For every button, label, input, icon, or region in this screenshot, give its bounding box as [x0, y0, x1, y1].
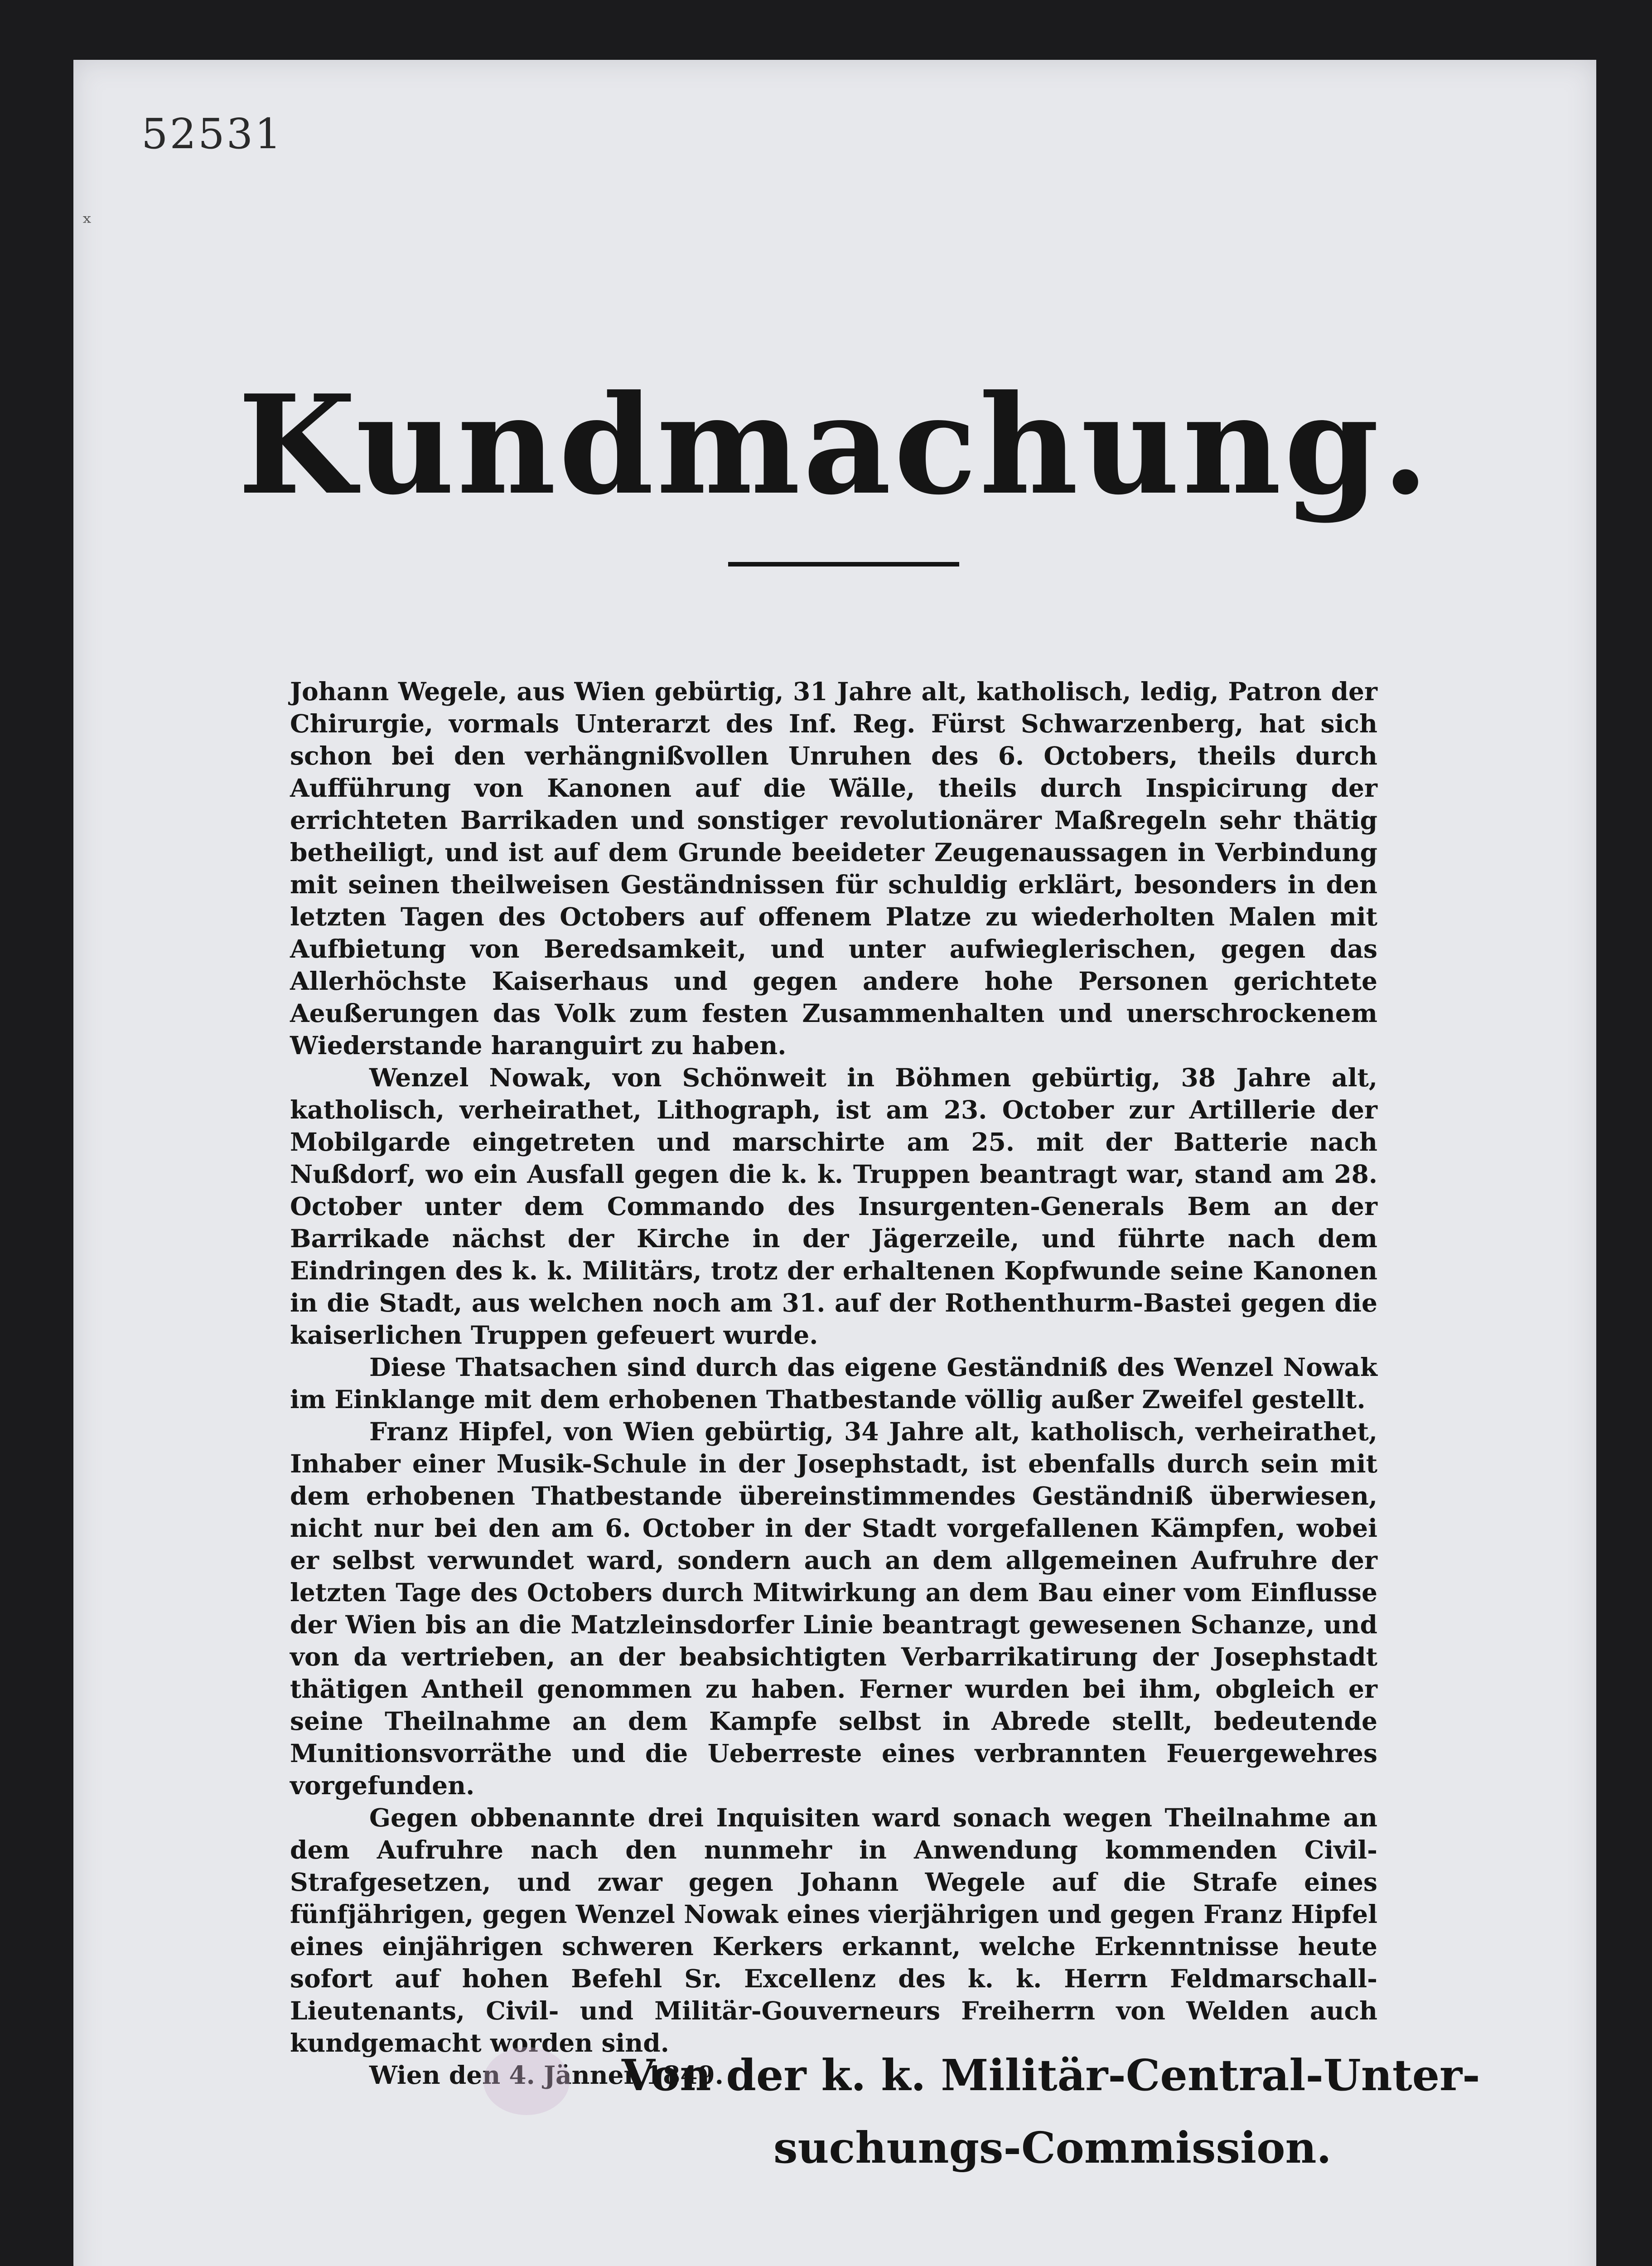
poster-sheet	[73, 60, 1596, 2266]
date-line: Wien den 4. Jänner 1849.	[369, 2060, 724, 2090]
proclamation-body	[290, 675, 1377, 2091]
paragraph-nowak-confession: Diese Thatsachen sind durch das eigene Geständniß des Wenzel Nowak im Einklange mit dem erhobenen Thatbestande völlig außer Zweifel gestellt.	[290, 1352, 1377, 1414]
paragraph-wegele: Johann Wegele, aus Wien gebürtig, 31 Jahre alt, katholisch, ledig, Patron der Chirurgie, vormals Unterarzt des Inf. Reg. Fürst Schwarzenberg, hat sich schon bei den verhängnißvollen Unruhen des 6. Octobers, theils durch Aufführung von Kanonen auf die Wälle, theils durch Inspicirung der errichteten Barrikaden und sonstiger revolutionärer Maßregeln sehr thätig betheiligt, und ist auf dem Grunde beeideter Zeugenaussagen in Verbindung mit seinen theilweisen Geständnissen für schuldig erklärt, besonders in den letzten Tagen des Octobers auf offenem Platze zu wiederholten Malen mit Aufbietung von Beredsamkeit, und unter aufwieglerischen, gegen das Allerhöchste Kaiserhaus und gegen andere hohe Personen gerichtete Aeußerungen das Volk zum festen Zusammenhalten und unerschrockenem Wiederstande haranguirt zu haben.	[290, 677, 1377, 1060]
accession-number: 52531	[141, 110, 283, 158]
margin-mark: ˣ	[82, 209, 92, 236]
paragraph-sentence: Gegen obbenannte drei Inquisiten ward sonach wegen Theilnahme an dem Aufruhre nach den nunmehr in Anwendung kommenden Civil-Strafgesetzen, und zwar gegen Johann Wegele auf die Strafe eines fünfjährigen, gegen Wenzel Nowak eines vierjährigen und gegen Franz Hipfel eines einjährigen schweren Kerkers erkannt, welche Erkenntnisse heute sofort auf hohen Befehl Sr. Excellenz des k. k. Herrn Feldmarschall-Lieutenants, Civil- und Militär-Gouverneurs Freiherrn von Welden auch kundgemacht worden sind.	[290, 1803, 1377, 2058]
poster-title: Kundmachung.	[237, 365, 1432, 525]
paragraph-hipfel: Franz Hipfel, von Wien gebürtig, 34 Jahre alt, katholisch, verheirathet, Inhaber einer Musik-Schule in der Josephstadt, ist ebenfalls durch sein mit dem erhobenen Thatbestande übereinstimmendes Geständniß überwiesen, nicht nur bei den am 6. October in der Stadt vorgefallenen Kämpfen, wobei er selbst verwundet ward, sondern auch an dem allgemeinen Aufruhre der letzten Tage des Octobers durch Mitwirkung an dem Bau einer vom Einflusse der Wien bis an die Matzleinsdorfer Linie beantragt gewesenen Schanze, und von da vertrieben, an der beabsichtigten Verbarrikatirung der Josephstadt thätigen Antheil genommen zu haben. Ferner wurden bei ihm, obgleich er seine Theilnahme an dem Kampfe selbst in Abrede stellt, bedeutende Munitionsvorräthe und die Ueberreste eines verbrannten Feuergewehres vorgefunden.	[290, 1417, 1377, 1800]
paragraph-nowak: Wenzel Nowak, von Schönweit in Böhmen gebürtig, 38 Jahre alt, katholisch, verheirathet, Lithograph, ist am 23. October zur Artillerie der Mobilgarde eingetreten und marschirte am 25. mit der Batterie nach Nußdorf, wo ein Ausfall gegen die k. k. Truppen beantragt war, stand am 28. October unter dem Commando des Insurgenten-Generals Bem an der Barrikade nächst der Kirche in der Jägerzeile, und führte nach dem Eindringen des k. k. Militärs, trotz der erhaltenen Kopfwunde seine Kanonen in die Stadt, aus welchen noch am 31. auf der Rothenthurm-Bastei gegen die kaiserlichen Truppen gefeuert wurde.	[290, 1063, 1377, 1350]
official-seal	[483, 2047, 570, 2115]
signature-line-1: Von der k. k. Militär-Central-Unter-	[622, 2050, 1480, 2101]
signature-line-2: suchungs-Commission.	[773, 2123, 1332, 2173]
title-rule	[728, 562, 959, 566]
